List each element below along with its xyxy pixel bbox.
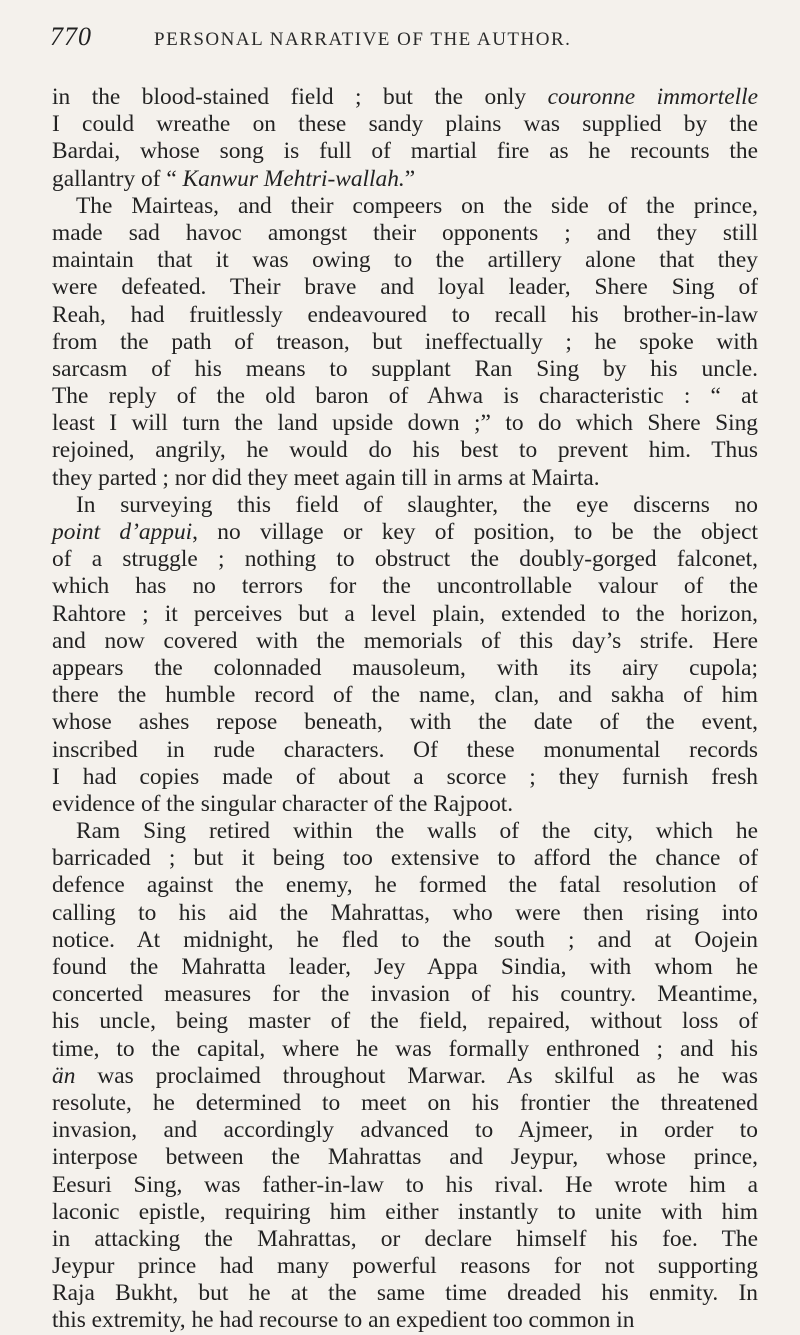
text-run: gallantry of “ xyxy=(52,165,183,192)
text-run: was proclaimed throughout Marwar. As skilful as he was xyxy=(75,1062,758,1089)
text-run: rejoined, angrily, he would do his best to prevent him. Thus xyxy=(52,437,758,464)
text-line xyxy=(52,900,758,927)
text-run: maintain that it was owing to the artillery alone that they xyxy=(52,247,758,274)
text-line xyxy=(52,302,758,329)
text-run: Rahtore ; it perceives but a level plain, extended to the horizon, xyxy=(52,600,758,627)
text-line xyxy=(52,1117,758,1144)
text-run: there the humble record of the name, clan, and sakha of him xyxy=(52,682,758,709)
body-text xyxy=(52,84,758,1335)
text-line xyxy=(52,274,758,301)
italic-text: Kanwur Mehtri-wallah. xyxy=(182,165,405,192)
italic-text: couronne immortelle xyxy=(547,84,758,110)
text-run: in attacking the Mahrattas, or declare himself his foe. The xyxy=(52,1225,758,1252)
text-run: , no village or key of position, to be the object xyxy=(192,519,758,545)
italic-text: point d’appui xyxy=(52,519,193,545)
text-line xyxy=(52,247,758,274)
text-run: Raja Bukht, but he at the same time dreaded his enmity. In xyxy=(52,1280,758,1307)
text-run: made sad havoc amongst their opponents ; and they still xyxy=(52,219,758,246)
text-run: of a struggle ; nothing to obstruct the doubly-gorged falconet, xyxy=(52,546,758,573)
text-run: I had copies made of about a scorce ; they furnish fresh xyxy=(52,763,758,790)
text-line xyxy=(52,709,758,736)
text-run: found the Mahratta leader, Jey Appa Sindia, with whom he xyxy=(52,954,758,980)
text-run: laconic epistle, requiring him either instantly to unite with him xyxy=(52,1198,758,1225)
text-run: Jeypur prince had many powerful reasons for not supporting xyxy=(52,1253,758,1280)
text-line xyxy=(52,138,758,165)
text-run: The Mairteas, and their compeers on the side of the prince, xyxy=(76,192,758,219)
text-line xyxy=(52,410,758,437)
text-run: Reah, had fruitlessly endeavoured to recall his brother-in-law xyxy=(52,301,758,328)
italic-text: än xyxy=(52,1062,76,1089)
text-run: Ram Sing retired within the walls of the city, which he xyxy=(76,818,758,845)
text-line xyxy=(52,111,758,138)
text-run: whose ashes repose beneath, with the date of the event, xyxy=(52,709,758,736)
text-run: The reply of the old baron of Ahwa is characteristic : “ at xyxy=(52,383,758,410)
text-run: Eesuri Sing, was father-in-law to his rival. He wrote him a xyxy=(52,1171,758,1198)
text-run: which has no terrors for the uncontrollable valour of the xyxy=(52,573,758,600)
text-run: concerted measures for the invasion of his country. Meantime, xyxy=(52,981,758,1008)
text-line xyxy=(52,1199,758,1226)
text-line xyxy=(52,329,758,356)
text-run: and now covered with the memorials of this day’s strife. Here xyxy=(52,627,758,654)
text-run: sarcasm of his means to supplant Ran Sing by his uncle. xyxy=(52,355,758,382)
text-line xyxy=(52,519,758,546)
text-line xyxy=(52,628,758,655)
text-line xyxy=(52,84,758,111)
text-run: notice. At midnight, he fled to the south ; and at Oojein xyxy=(52,926,758,953)
text-line xyxy=(52,220,758,247)
text-line xyxy=(52,437,758,464)
text-line xyxy=(52,573,758,600)
text-line xyxy=(52,682,758,709)
page-header xyxy=(50,22,760,52)
text-line xyxy=(52,1036,758,1063)
text-run: his uncle, being master of the field, repaired, without loss of xyxy=(52,1008,758,1035)
text-line xyxy=(52,927,758,954)
text-run: In surveying this field of slaughter, the eye discerns no xyxy=(76,491,758,518)
text-run: this extremity, he had recourse to an expedient too common in xyxy=(52,1307,635,1334)
text-line xyxy=(52,1226,758,1253)
text-line xyxy=(52,737,758,764)
text-run: barricaded ; but it being too extensive to afford the chance of xyxy=(52,845,758,872)
text-line xyxy=(52,1008,758,1035)
text-line xyxy=(52,845,758,872)
text-run: defence against the enemy, he formed the fatal resolution of xyxy=(52,872,758,899)
text-line xyxy=(52,492,758,519)
text-line xyxy=(52,166,758,193)
page-number: 770 xyxy=(50,22,92,51)
text-run: I could wreathe on these sandy plains was supplied by the xyxy=(52,111,758,138)
text-line xyxy=(52,872,758,899)
text-line xyxy=(52,655,758,682)
text-run: calling to his aid the Mahrattas, who were then rising into xyxy=(52,899,758,926)
text-line xyxy=(52,356,758,383)
text-line xyxy=(52,1280,758,1307)
text-run: they parted ; nor did they meet again till in arms at Mairta. xyxy=(52,464,600,491)
text-line xyxy=(52,465,758,492)
text-line xyxy=(52,791,758,818)
text-line xyxy=(52,1090,758,1117)
text-line xyxy=(52,981,758,1008)
text-line xyxy=(52,954,758,981)
text-line xyxy=(52,383,758,410)
text-run: appears the colonnaded mausoleum, with its airy cupola; xyxy=(52,654,758,681)
text-line xyxy=(52,601,758,628)
text-line xyxy=(52,1307,758,1334)
text-line xyxy=(52,1172,758,1199)
text-run: resolute, he determined to meet on his frontier the threatened xyxy=(52,1089,758,1116)
text-run: ” xyxy=(404,165,416,192)
text-line xyxy=(52,1253,758,1280)
text-run: interpose between the Mahrattas and Jeypur, whose prince, xyxy=(52,1144,758,1171)
text-line xyxy=(52,193,758,220)
text-run: Bardai, whose song is full of martial fire as he recounts the xyxy=(52,138,758,165)
text-line xyxy=(52,1144,758,1171)
text-run: were defeated. Their brave and loyal leader, Shere Sing of xyxy=(52,274,758,301)
text-line xyxy=(52,764,758,791)
running-title: PERSONAL NARRATIVE OF THE AUTHOR. xyxy=(154,29,572,50)
text-run: from the path of treason, but ineffectually ; he spoke with xyxy=(52,328,758,355)
text-run: inscribed in rude characters. Of these monumental records xyxy=(52,736,758,763)
text-run: invasion, and accordingly advanced to Ajmeer, in order to xyxy=(52,1117,758,1144)
text-line xyxy=(52,818,758,845)
text-line xyxy=(52,546,758,573)
text-line xyxy=(52,1063,758,1090)
text-run: least I will turn the land upside down ;” to do which Shere Sing xyxy=(52,410,758,437)
text-run: evidence of the singular character of the Rajpoot. xyxy=(52,790,514,817)
text-run: time, to the capital, where he was formally enthroned ; and his xyxy=(52,1035,758,1062)
text-run: in the blood-stained field ; but the only xyxy=(52,84,548,110)
